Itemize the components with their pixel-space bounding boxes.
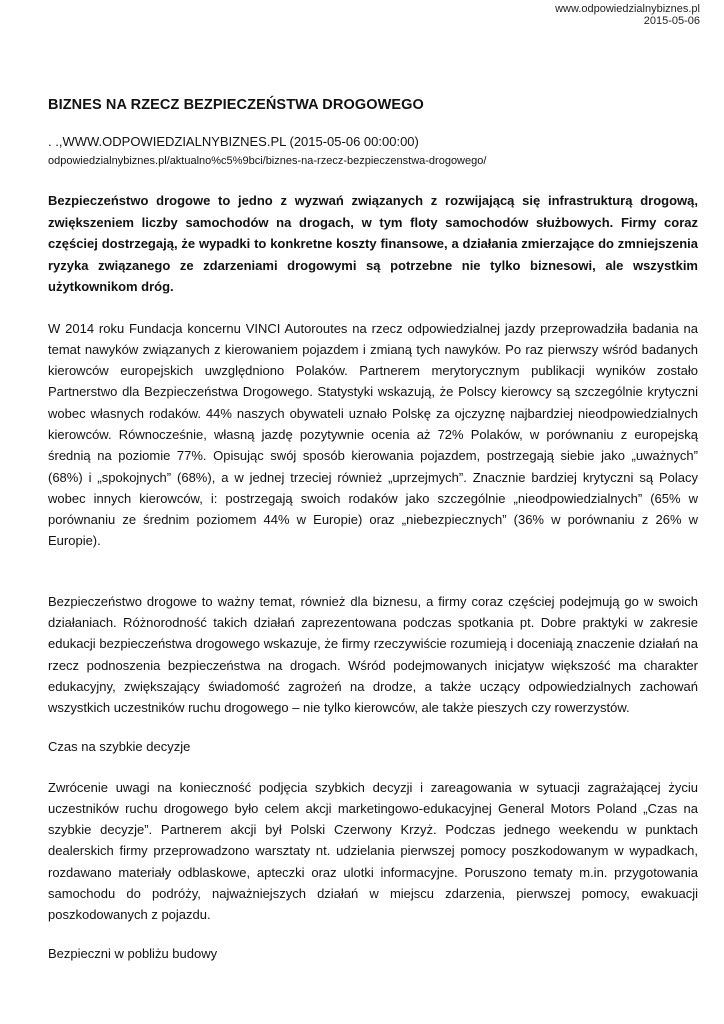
article-title: BIZNES NA RZECZ BEZPIECZEŃSTWA DROGOWEGO: [48, 97, 424, 113]
publication-date: 2015-05-06: [643, 15, 700, 27]
article: [48, 96, 698, 964]
article-paragraph-2: Bezpieczeństwo drogowe to ważny temat, również dla biznesu, a firmy coraz częściej podejmują go w swoich działaniach. Różnorodność takich działań zaprezentowana podczas spotkania pt. Dobre praktyki w zakresie edukacji bezpieczeństwa drogowego wskazuje, że firmy rzeczywiście rozumieją i doceniają znaczenie działań na rzecz podnoszenia bezpieczeństwa na drogach. Wśród podejmowanych inicjatyw większość ma charakter edukacyjny, zwiększający świadomość zagrożeń na drodze, a także uczący odpowiedzialnych zachowań wszystkich uczestników ruchu drogowego – nie tylko kierowców, ale także pieszych czy rowerzystów.: [48, 593, 698, 716]
article-source-line: . .,WWW.ODPOWIEDZIALNYBIZNES.PL (2015-05-06 00:00:00): [48, 134, 419, 149]
article-subheading-1: Czas na szybkie decyzje: [48, 738, 191, 754]
article-lead: Bezpieczeństwo drogowe to jedno z wyzwań związanych z rozwijającą się infrastrukturą drogową, zwiększeniem liczby samochodów na drogach, w tym floty samochodów służbowych. Firmy coraz częściej dostrzegają, że wypadki to konkretne koszty finansowe, a działania zmierzające do zmniejszenia ryzyka związanego ze zdarzeniami drogowymi są potrzebne nie tylko biznesowi, ale wszystkim użytkownikom dróg.: [48, 193, 698, 294]
article-paragraph-3: Zwrócenie uwagi na konieczność podjęcia szybkich decyzji i zareagowania w sytuacji zagrażającej życiu uczestników ruchu drogowego było celem akcji marketingowo-edukacyjnej General Motors Poland „Czas na szybkie decyzje”. Partnerem akcji był Polski Czerwony Krzyż. Podczas jednego weekendu w punktach dealerskich firmy przeprowadzono warsztaty nt. udzielania pierwszej pomocy poszkodowanym w wypadkach, rozdawano materiały odblaskowe, apteczki oraz ulotki informacyjne. Poruszono tematy m.in. przygotowania samochodu do podróży, najważniejszych działań w miejscu zdarzenia, pierwszej pomocy, ewakuacji poszkodowanych z pojazdu.: [48, 779, 698, 923]
article-paragraph-1: W 2014 roku Fundacja koncernu VINCI Autoroutes na rzecz odpowiedzialnej jazdy przeprowadziła badania na temat nawyków związanych z kierowaniem pojazdem i zmianą tych nawyków. Po raz pierwszy wśród badanych kierowców europejskich uwzględniono Polaków. Partnerem merytorycznym publikacji wyników zostało Partnerstwo dla Bezpieczeństwa Drogowego. Statystyki wskazują, że Polscy kierowcy są szczególnie krytyczni wobec własnych rodaków. 44% naszych obywateli uznało Polskę za ojczyznę najbardziej nieodpowiedzialnych kierowców. Równocześnie, własną jazdę pozytywnie ocenia aż 72% Polaków, w porównaniu z europejską średnią na poziomie 77%. Opisując swój sposób kierowania pojazdem, postrzegają siebie jako „uważnych” (68%) i „spokojnych” (68%), a w jednej trzeciej również „uprzejmych”. Znacznie bardziej krytyczni są Polacy wobec innych kierowców, i: postrzegają swoich rodaków jako szczególnie „nieodpowiedzialnych” (65% w porównaniu ze średnim poziomem 44% w Europie) oraz „niebezpiecznych” (36% w porównaniu z 26% w Europie).: [48, 320, 698, 549]
article-subheading-2: Bezpieczni w pobliżu budowy: [48, 945, 218, 961]
article-url: odpowiedzialnybiznes.pl/aktualno%c5%9bci/biznes-na-rzecz-bezpieczenstwa-drogowego/: [48, 155, 487, 167]
site-address: www.odpowiedzialnybiznes.pl: [555, 3, 700, 15]
page-header-meta: [555, 3, 700, 27]
